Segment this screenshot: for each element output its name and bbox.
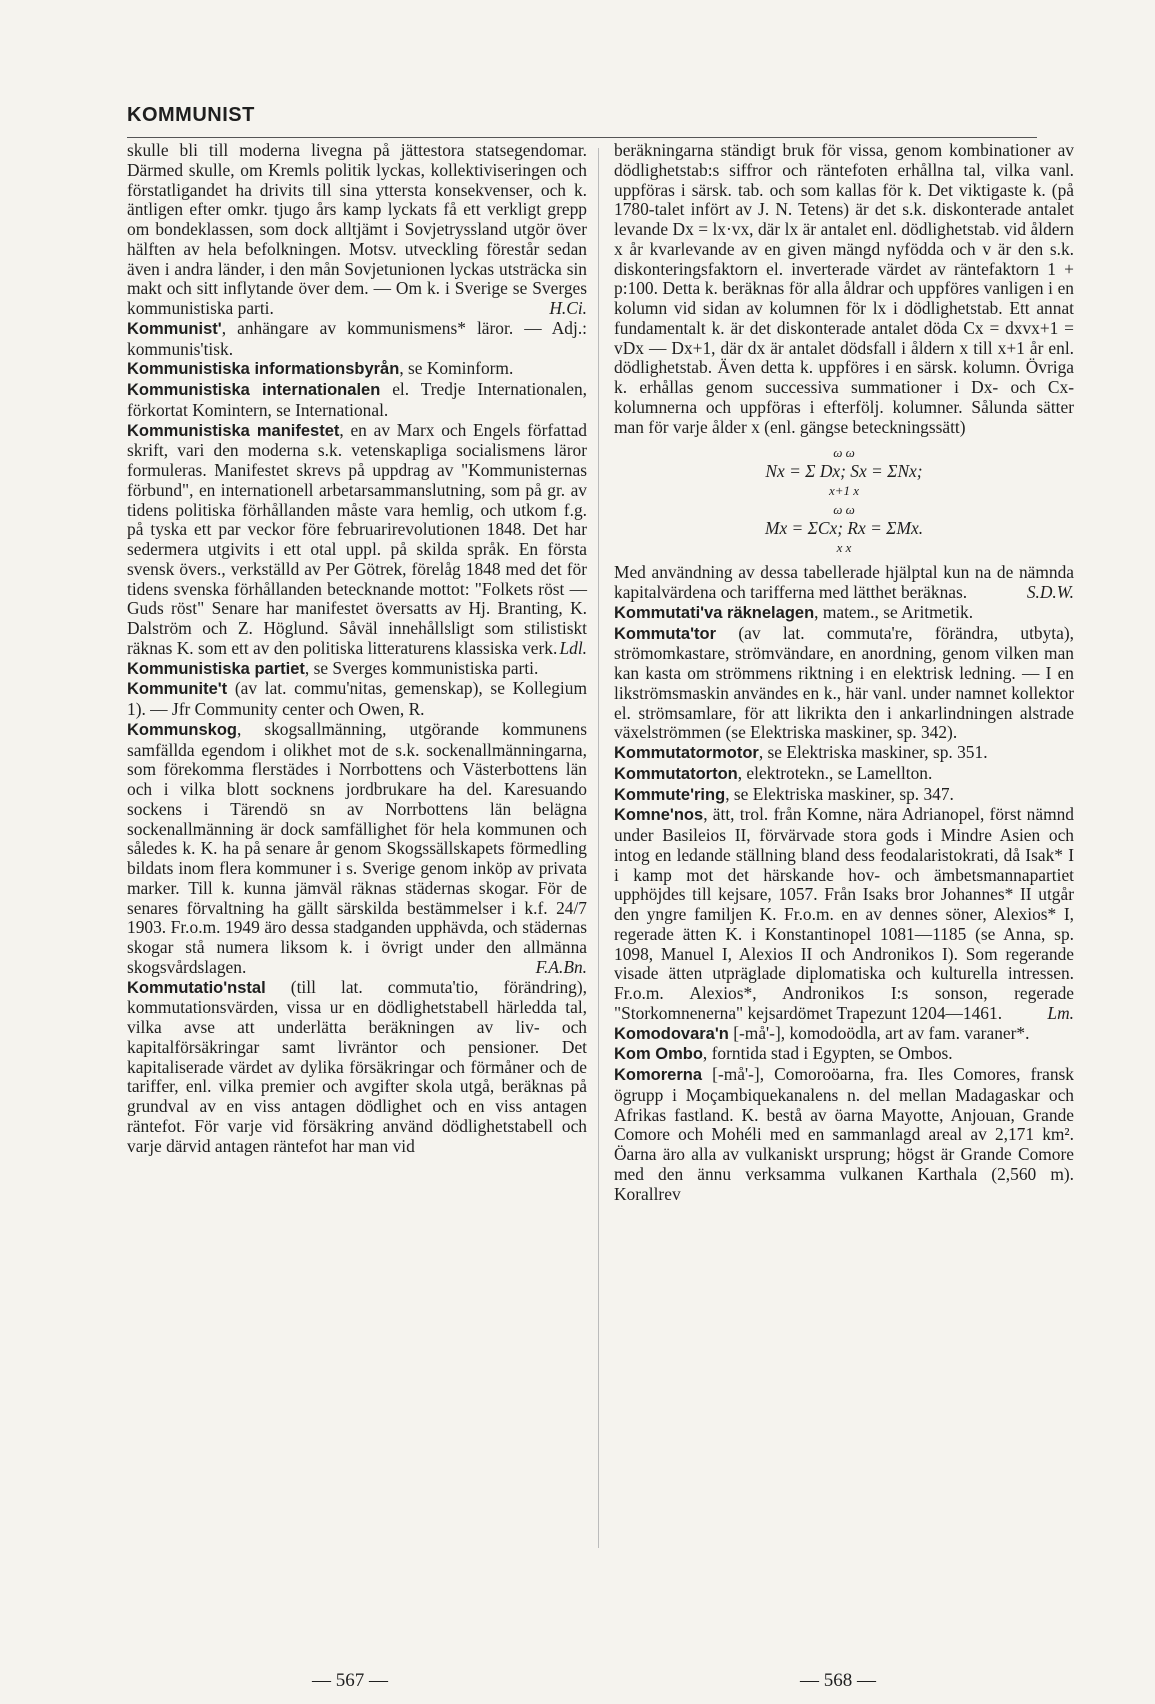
entry: Kommutatorton, elektrotekn., se Lamellton. [614,762,933,783]
column-divider [598,148,599,1548]
entry: Komorerna [-må'-], Comoroöarna, fra. Iles Comores, fransk ögrupp i Moçambiquekanalens n. del mellan Madagaskar och Afrikas fastland. K. bestå av öarna Mayotte, Anjouan, Grande Comore och Mohéli med en sammanlagd areal av 2,171 km². Öarna äro alla av vulkaniskt ursprung; högst är Grande Comore med den ännu verksamma vulkanen Karthala (2,560 m). Korallrev [614,1064,1074,1204]
entry: Kommunistiska partiet, se Sverges kommunistiska parti. [127,657,539,678]
entry: skulle bli till moderna livegna på jättestora statsegendomar. Därmed skulle, om Kremls politik lyckas, kollektiviseringen och förstatligandet ha drivits till sina yttersta konsekvenser, och k. äntligen efter omkr. tjugo års kamp lyckats få ett verkligt grepp om bondeklassen, som dock alltjämt i Sovjetryssland utgör över hälften av hela befolkningen. Motsv. utveckling förestår sedan även i andra länder, i den mån Sovjetunionen lyckas utsträcka sin makt och sitt inflytande över dem. — Om k. i Sverige se Sverges kommunistiska parti. H.Ci. [127,140,587,318]
entry: Kommunist', anhängare av kommunismens* läror. — Adj.: kommunis'tisk. [127,317,587,359]
entry: Komodovara'n [-må'-], komodoödla, art av fam. varaner*. [614,1022,1030,1043]
entry: Med användning av dessa tabellerade hjälptal kun na de nämnda kapitalvärdena och tarifferna med lätthet beräknas. S.D.W. [614,562,1074,602]
page-number-left: — 567 — [312,1670,388,1691]
left-column [127,141,587,1156]
entry: Kommutati'va räknelagen, matem., se Aritmetik. [614,601,974,622]
page-number-right: — 568 — [800,1670,876,1691]
entry: Kommutatio'nstal (till lat. commuta'tio, förändring), kommutationsvärden, vissa ur en dödlighetstabell härledda tal, vilka avse att underlätta beräkningen av liv- och kapitalförsäkringar samt livräntor och pensioner. Det kapitaliserade värdet av dylika försäkringar och förmåner och de tariffer, enl. vilka premier och avgifter skola utgå, beräknas på grundval av en viss antagen dödlighet och en viss antagen räntefot. För varje vid försäkring använd dödlighetstabell och varje därvid antagen räntefot har man vid [127,976,587,1156]
entry: Kom Ombo, forntida stad i Egypten, se Ombos. [614,1043,953,1064]
entry: Kommuta'tor (av lat. commuta're, förändra, utbyta), strömomkastare, strömvändare, en anordning, genom vilken man kan kasta om strömmens riktning i en elektrisk ledning. — I en likströmsmaskin användes en k., här vanl. under namnet kollektor el. strömsamlare, för att likrikta den i ankarlindningen alstrade växelströmmen (se Elektriska maskiner, sp. 342). [614,622,1074,743]
entry: Kommunistiska internationalen el. Tredje Internationalen, förkortat Komintern, se International. [127,379,587,420]
entry: Kommunistiska informationsbyrån, se Kominform. [127,358,514,379]
entry: Komne'nos, ätt, trol. från Komne, nära Adrianopel, först nämnd under Basileios II, förvärvade stora gods i Mindre Asien och intog en ledande ställning bland dess feodalaristokrati, då Isak* I i kamp mot det härskande hov- och ämbetsmannapartiet upphöjdes till kejsare, 1057. Från Isaks bror Johannes* II utgår den yngre familjen K. Fr.o.m. en av dennes söner, Alexios* I, regerade ätten K. i Konstantinopel 1081—1185 (se Anna, sp. 1098, Manuel I, Alexios II och Andronikos I). Som regerande visade ätten utpräglade diplomatiska och kulturella intressen. Fr.o.m. Alexios*, Andronikos I:s sonson, regerade "Storkomnenerna" kejsardömet Trapezunt 1204—1461. Lm. [614,804,1074,1023]
entry: Kommunite't (av lat. commu'nitas, gemenskap), se Kollegium 1). — Jfr Community center och Owen, R. [127,678,587,719]
entry: Kommutatormotor, se Elektriska maskiner, sp. 351. [614,742,988,762]
right-column [614,141,1074,1204]
entry: beräkningarna ständigt bruk för vissa, genom kombinationer av dödlighetstab:s siffror och räntefoten erhållna tal, vilka vanl. uppföras i särsk. tab. och som kallas för k. Det viktigaste k. (på 1780-talet infört av J. N. Tetens) är det s.k. diskonterade antalet levande Dx = lx·vx, där lx är antalet enl. dödlighetstab. vid åldern x år kvarlevande av en given mängd nyfödda och v är den s.k. diskonteringsfaktorn el. inverterade värdet av räntefaktorn 1 + p:100. Detta k. beräknas för alla åldrar och uppföres vanligen i en kolumn vid sidan av kolumnen för lx i dödlighetstab. Ett annat fundamentalt k. är det diskonterade antalet döda Cx = dxvx+1 = vDx — Dx+1, där dx är antalet dödsfall i åldern x till x+1 år enl. dödlighetstab. Även detta k. uppföres i en särsk. kolumn. Övriga k. erhållas genom successiva summationer i Dx- och Cx-kolumnerna och uppföras i efterfölj. kolumner. Sålunda sätter man för varje ålder x (enl. gängse beteckningssätt) [614,140,1074,437]
header-rule [127,137,1037,138]
entry: Kommunistiska manifestet, en av Marx och Engels författad skrift, vari den moderna s.k. vetenskapliga socialismens läror formuleras. Manifestet skrevs på uppdrag av "Kommunisternas förbund", en internationell arbetarsammanslutning, som på gr. av tidens politiska förhållanden måste vara hemlig, och utkom f.g. på tyska ett par veckor före februarirevolutionen 1848. Det har sedermera utgivits i ett otal uppl. på skilda språk. En första svensk övers., verkställd av Per Götrek, förelåg 1848 med det för tidens svenska förhållanden betecknande mottot: "Folkets röst — Guds röst" Senare har manifestet översatts av Hj. Branting, K. Dalström och Z. Höglund. Såväl innehållsligt som stilistiskt räknas K. som ett av den politiska litteraturens klassiska verk. Ldl. [127,419,587,658]
formula-block: ω ω Nx = Σ Dx; Sx = ΣNx; x+1 x ω ω Mx = ΣCx; Rx = ΣMx. x x [764,445,924,556]
entry: Kommute'ring, se Elektriska maskiner, sp. 347. [614,783,954,804]
running-header: KOMMUNIST [127,104,255,126]
entry: Kommunskog, skogsallmänning, utgörande kommunens samfällda egendom i olikhet mot de s.k. sockenallmänningarna, som förekomma flerstädes i Norrbottens och Västerbottens län och i vilka blott socknens jordbrukare ha del. Karesuando sockens i Tärendö sn av Norrbottens län belägna sockenallmänning är dock samfällighet för hela kommunen och således k. K. ha på senare år genom Skogssällskapets förmedling bildats inom flera kommuner i s. Sverige genom inköp av privata marker. Till k. kunna jämväl räknas städernas skogar. För de senares förvaltning ha gällt särskilda bestämmelser i k.f. 24/7 1903. Fr.o.m. 1949 äro dessa stadganden upphävda, och städernas skogar stå numera liksom k. i övrigt under den allmänna skogsvårdslagen. F.A.Bn. [127,718,587,977]
